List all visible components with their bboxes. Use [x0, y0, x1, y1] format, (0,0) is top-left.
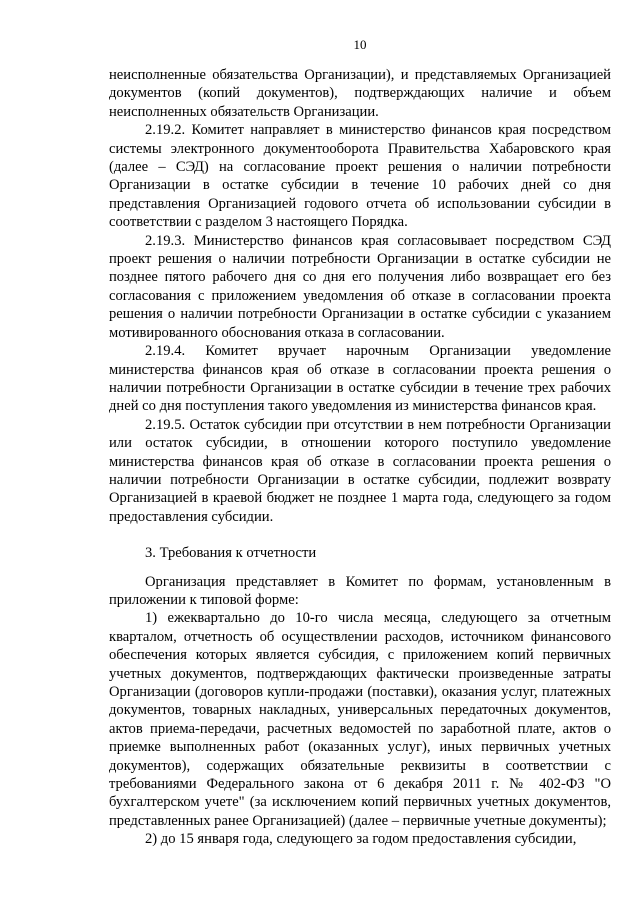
- section-title: 3. Требования к отчетности: [145, 545, 317, 562]
- page-number: 10: [353, 37, 367, 52]
- paragraph-2-19-2: 2.19.2. Комитет направляет в министерство финансов края посредством системы электронного документооборота Правительства Хабаровского края (далее – СЭД) на согласование проект решения о наличии потребности Организации в остатке субсидии в течение 10 рабочих дней со дня представления Организацией годового отчета об использовании субсидии в соответствии с разделом 3 настоящего Порядка.: [109, 122, 611, 231]
- paragraph-2-19-5: 2.19.5. Остаток субсидии при отсутствии в нем потребности Организации или остаток субсидии, в отношении которого поступило уведомление министерства финансов края об отказе в согласовании проекта решения о наличии потребности Организации в остатке субсидии, подлежит возврату Организацией в краевой бюджет не позднее 1 марта года, следующего за годом предоставления субсидии.: [109, 416, 611, 525]
- list-item-2: 2) до 15 января года, следующего за годом предоставления субсидии,: [145, 831, 577, 848]
- list-item-1: 1) ежеквартально до 10-го числа месяца, следующего за отчетным кварталом, отчетность об осуществлении расходов, источником финансового обеспечения которых является субсидия, с приложением копий первичных учетных документов, подтверждающих фактически произведенные затраты Организации (договоров купли-продажи (поставки), оказания услуг, платежных документов, товарных накладных, универсальных передаточных документов, актов приема-передачи, расчетных ведомостей по заработной плате, актов о приемке выполненных работ (оказанных услуг), иных первичных учетных документов), содержащих обязательные реквизиты в соответствии с требованиями Федерального закона от 6 декабря 2011 г. № 402-ФЗ "О бухгалтерском учете" (за исключением копий первичных учетных документов, представленных ранее Организацией) (далее – первичные учетные документы);: [109, 610, 611, 829]
- paragraph-continuation: неисполненные обязательства Организации), и представляемых Организацией документов (копий документов), подтверждающих наличие и объем неисполненных обязательств Организации.: [109, 67, 611, 120]
- paragraph-2-19-4: 2.19.4. Комитет вручает нарочным Организации уведомление министерства финансов края об отказе в согласовании проекта решения о наличии потребности Организации в остатке субсидии в течение трех рабочих дней со дня поступления такого уведомления из министерства финансов края.: [109, 343, 611, 415]
- document-body: [109, 66, 611, 849]
- section-intro-paragraph: Организация представляет в Комитет по формам, установленным в приложении к типовой форме:: [109, 573, 611, 608]
- paragraph-2-19-3: 2.19.3. Министерство финансов края согласовывает посредством СЭД проект решения о наличии потребности Организации в остатке субсидии не позднее пятого рабочего дня со дня его получения либо возвращает его без согласования с приложением уведомления об отказе в согласовании проекта решения о наличии потребности Организации в остатке субсидии с указанием мотивированного обоснования отказа в согласовании.: [109, 232, 611, 341]
